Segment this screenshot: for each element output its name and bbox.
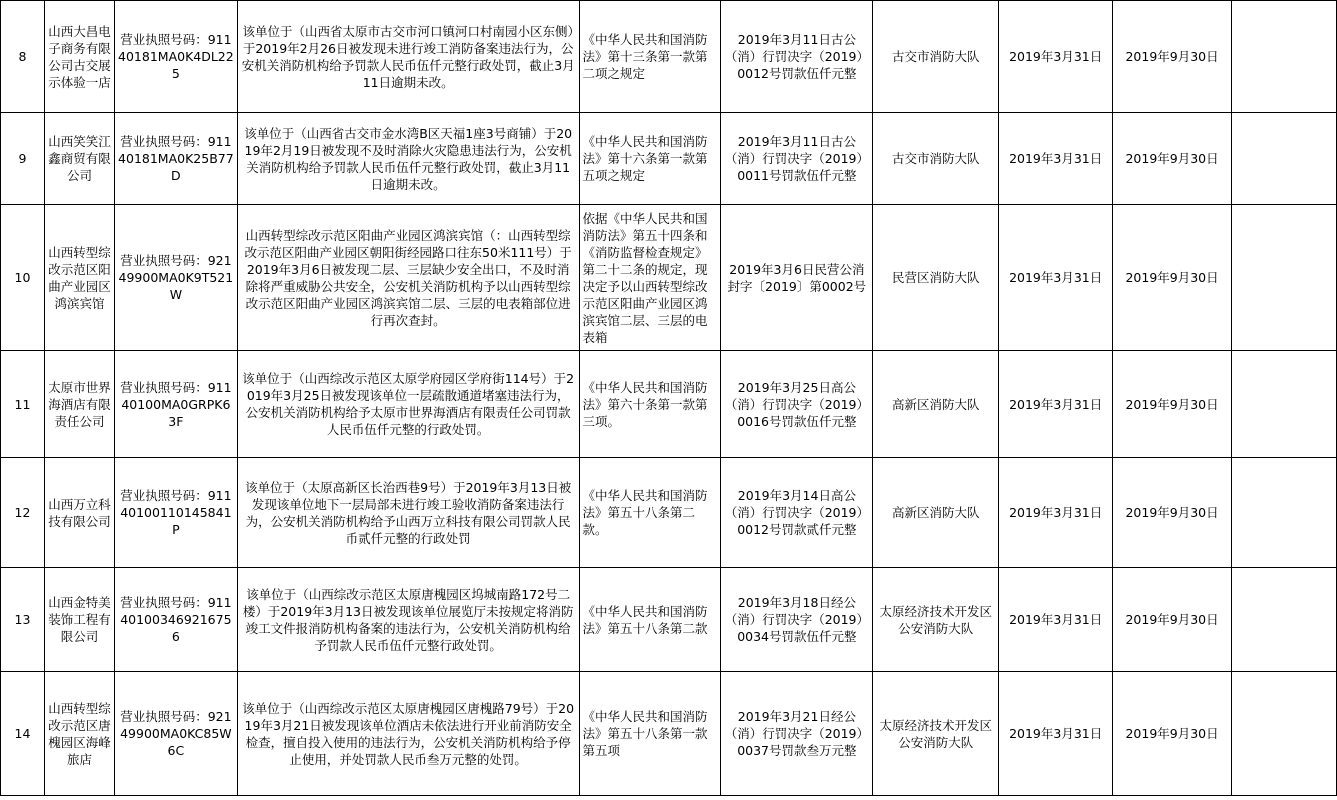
violation-facts	[237, 458, 579, 568]
remarks-cell	[1232, 113, 1337, 205]
remarks-cell	[1232, 1, 1337, 113]
violation-facts-text: 该单位于（山西综改示范区太原学府园区学府街114号）于2019年3月25日被发现该单位一层疏散通道堵塞违法行为，公安机关消防机构给予太原市世界海酒店有限责任公司罚款人民币伍仟元整的行政处罚。	[242, 371, 575, 437]
penalty-decision	[721, 351, 873, 458]
company-name-text: 山西笑笑江鑫商贸有限公司	[48, 134, 111, 183]
expiry-date	[1113, 458, 1232, 568]
business-license	[114, 205, 237, 351]
remarks-cell	[1232, 205, 1337, 351]
penalty-decision-text: 2019年3月14日高公（消）行罚决字（2019）0012号罚款贰仟元整	[724, 488, 870, 537]
legal-basis	[579, 1, 721, 113]
table-row	[1, 351, 1337, 458]
enforcement-authority	[873, 113, 999, 205]
row-number	[1, 672, 45, 796]
table-row	[1, 672, 1337, 796]
company-name-text: 太原市世界海酒店有限责任公司	[48, 379, 111, 429]
violation-facts-text: 该单位于（山西省太原市古交市河口镇河口村南园小区东侧）于2019年2月26日被发现未进行竣工消防备案违法行为，公安机关消防机构给予罚款人民币伍仟元整行政处罚，截止3月11日逾期未改。	[241, 23, 575, 90]
publish-date-text: 2019年3月31日	[1009, 726, 1103, 741]
row-number-text: 9	[18, 151, 27, 166]
company-name-text: 山西万立科技有限公司	[48, 496, 111, 529]
violation-facts	[237, 351, 579, 458]
remarks-cell	[1232, 672, 1337, 796]
remarks-cell	[1232, 568, 1337, 672]
legal-basis	[579, 568, 721, 672]
company-name	[44, 1, 114, 113]
legal-basis-text: 《中华人民共和国消防法》第五十八条第一款第五项	[582, 709, 708, 758]
enforcement-authority-text: 太原经济技术开发区公安消防大队	[879, 603, 993, 636]
publish-date	[999, 568, 1113, 672]
violation-facts	[237, 205, 579, 351]
company-name	[44, 351, 114, 458]
business-license-text: 营业执照号码：91140100110145841P	[120, 488, 232, 537]
legal-basis	[579, 205, 721, 351]
penalty-decision	[721, 568, 873, 672]
publish-date-text: 2019年3月31日	[1009, 49, 1103, 64]
company-name	[44, 672, 114, 796]
business-license-text: 营业执照号码：92149900MA0K9T521W	[118, 253, 234, 302]
expiry-date	[1113, 351, 1232, 458]
enforcement-authority	[873, 568, 999, 672]
business-license-text: 营业执照号码：92149900MA0KC85W6C	[120, 709, 232, 758]
penalty-decision	[721, 205, 873, 351]
business-license	[114, 568, 237, 672]
remarks-cell	[1232, 458, 1337, 568]
penalty-decision-text: 2019年3月6日民营公消封字〔2019〕第0002号	[727, 261, 867, 294]
company-name-text: 山西金特美装饰工程有限公司	[48, 595, 111, 644]
penalty-decision	[721, 672, 873, 796]
legal-basis-text: 《中华人民共和国消防法》第五十八条第二款。	[582, 488, 708, 537]
company-name	[44, 113, 114, 205]
business-license-text: 营业执照号码：91140181MA0K4DL225	[118, 32, 234, 81]
publish-date	[999, 205, 1113, 351]
business-license	[114, 1, 237, 113]
expiry-date-text: 2019年9月30日	[1125, 151, 1219, 166]
penalty-decision-text: 2019年3月11日古公（消）行罚决字（2019）0012号罚款伍仟元整	[724, 32, 870, 81]
violation-facts-text: 该单位于（山西综改示范区太原唐槐园区坞城南路172号二楼）于2019年3月13日被发现该单位展览厅未按规定将消防竣工文件报消防机构备案的违法行为，公安机关消防机构给予罚款人民币伍仟元整行政处罚。	[242, 586, 574, 653]
expiry-date-text: 2019年9月30日	[1125, 726, 1219, 741]
company-name-text: 山西转型综改示范区唐槐园区海峰旅店	[48, 700, 111, 767]
table-row	[1, 458, 1337, 568]
table-row	[1, 113, 1337, 205]
legal-basis-text: 《中华人民共和国消防法》第六十条第一款第三项。	[582, 379, 708, 429]
violation-facts	[237, 1, 579, 113]
penalty-decision-text: 2019年3月11日古公（消）行罚决字（2019）0011号罚款伍仟元整	[724, 134, 870, 183]
violation-facts	[237, 672, 579, 796]
row-number	[1, 458, 45, 568]
publish-date	[999, 672, 1113, 796]
business-license	[114, 351, 237, 458]
expiry-date-text: 2019年9月30日	[1125, 396, 1219, 412]
company-name	[44, 568, 114, 672]
row-number-text: 14	[14, 726, 31, 741]
legal-basis	[579, 351, 721, 458]
legal-basis-text: 《中华人民共和国消防法》第五十八条第二款	[582, 603, 708, 636]
company-name-text: 山西转型综改示范区阳曲产业园区鸿滨宾馆	[48, 244, 111, 311]
business-license	[114, 458, 237, 568]
penalty-decision	[721, 113, 873, 205]
violation-facts	[237, 568, 579, 672]
violation-facts-text: 该单位于（山西省古交市金水湾B区天福1座3号商铺）于2019年2月19日被发现不及时消除火灾隐患违法行为，公安机关消防机构给予罚款人民币伍仟元整行政处罚，截止3月11日逾期未改。	[244, 125, 573, 192]
business-license	[114, 672, 237, 796]
row-number-text: 12	[14, 505, 31, 520]
legal-basis-text: 依据《中华人民共和国消防法》第五十四条和《消防监督检查规定》第二十二条的规定，现决定予以山西转型综改示范区阳曲产业园区鸿滨宾馆二层、三层的电表箱	[582, 210, 708, 345]
expiry-date	[1113, 113, 1232, 205]
legal-basis-text: 《中华人民共和国消防法》第十三条第一款第二项之规定	[582, 32, 708, 81]
publish-date-text: 2019年3月31日	[1009, 151, 1103, 166]
legal-basis	[579, 458, 721, 568]
enforcement-authority-text: 太原经济技术开发区公安消防大队	[879, 717, 993, 750]
row-number	[1, 205, 45, 351]
row-number	[1, 113, 45, 205]
expiry-date	[1113, 568, 1232, 672]
business-license	[114, 113, 237, 205]
publish-date-text: 2019年3月31日	[1009, 612, 1103, 627]
enforcement-authority	[873, 205, 999, 351]
violation-facts	[237, 113, 579, 205]
publish-date	[999, 351, 1113, 458]
publish-date	[999, 458, 1113, 568]
enforcement-authority-text: 民营区消防大队	[892, 270, 980, 285]
enforcement-authority-text: 古交市消防大队	[892, 49, 980, 64]
enforcement-authority-text: 高新区消防大队	[892, 505, 980, 520]
table-row	[1, 1, 1337, 113]
violation-facts-text: 该单位于（山西综改示范区太原唐槐园区唐槐路79号）于2019年3月21日被发现该单位酒店未依法进行开业前消防安全检查，擅自投入使用的违法行为，公安机关消防机构给予停止使用，并处罚款人民币叁万元整的处罚。	[242, 700, 575, 767]
enforcement-authority	[873, 1, 999, 113]
expiry-date	[1113, 672, 1232, 796]
expiry-date-text: 2019年9月30日	[1125, 49, 1219, 64]
legal-basis	[579, 672, 721, 796]
enforcement-authority-text: 高新区消防大队	[892, 396, 980, 412]
row-number-text: 8	[18, 49, 27, 64]
row-number-text: 13	[14, 612, 31, 627]
violation-facts-text: 山西转型综改示范区阳曲产业园区鸿滨宾馆（：山西转型综改示范区阳曲产业园区朝阳街经园路口往东50米111号）于2019年3月6日被发现二层、三层缺少安全出口，不及时消除将严重威胁公共安全，公安机关消防机构予以山西转型综改示范区阳曲产业园区鸿滨宾馆二层、三层的电表箱部位进行再次查封。	[244, 227, 572, 328]
row-number-text: 11	[14, 396, 31, 412]
row-number	[1, 351, 45, 458]
expiry-date-text: 2019年9月30日	[1125, 270, 1219, 285]
row-number	[1, 568, 45, 672]
penalty-decision	[721, 458, 873, 568]
legal-basis-text: 《中华人民共和国消防法》第十六条第一款第五项之规定	[582, 134, 708, 183]
penalty-decision-text: 2019年3月21日经公（消）行罚决字（2019）0037号罚款叁万元整	[724, 709, 870, 758]
publish-date	[999, 1, 1113, 113]
remarks-cell	[1232, 351, 1337, 458]
row-number-text: 10	[14, 270, 31, 285]
enforcement-authority-text: 古交市消防大队	[892, 151, 980, 166]
violation-facts-text: 该单位于（太原高新区长治西巷9号）于2019年3月13日被发现该单位地下一层局部未进行竣工验收消防备案违法行为，公安机关消防机构给予山西万立科技有限公司罚款人民币贰仟元整的行政处罚	[245, 479, 572, 546]
business-license-text: 营业执照号码：911401003469216756	[120, 595, 232, 644]
publish-date-text: 2019年3月31日	[1009, 396, 1103, 412]
expiry-date	[1113, 1, 1232, 113]
row-number	[1, 1, 45, 113]
company-name-text: 山西大昌电子商务有限公司古交展示体验一店	[48, 23, 111, 90]
business-license-text: 营业执照号码：91140100MA0GRPK63F	[120, 379, 232, 429]
business-license-text: 营业执照号码：91140181MA0K25B77D	[118, 134, 234, 183]
enforcement-authority	[873, 458, 999, 568]
publish-date-text: 2019年3月31日	[1009, 270, 1103, 285]
table-row	[1, 205, 1337, 351]
publish-date-text: 2019年3月31日	[1009, 505, 1103, 520]
table-row	[1, 568, 1337, 672]
penalty-decision	[721, 1, 873, 113]
enforcement-authority	[873, 672, 999, 796]
company-name	[44, 205, 114, 351]
penalty-decision-text: 2019年3月18日经公（消）行罚决字（2019）0034号罚款伍仟元整	[724, 595, 870, 644]
expiry-date-text: 2019年9月30日	[1125, 612, 1219, 627]
penalty-decision-text: 2019年3月25日高公（消）行罚决字（2019）0016号罚款伍仟元整	[724, 379, 870, 429]
publish-date	[999, 113, 1113, 205]
company-name	[44, 458, 114, 568]
expiry-date-text: 2019年9月30日	[1125, 505, 1219, 520]
expiry-date	[1113, 205, 1232, 351]
enforcement-authority	[873, 351, 999, 458]
legal-basis	[579, 113, 721, 205]
